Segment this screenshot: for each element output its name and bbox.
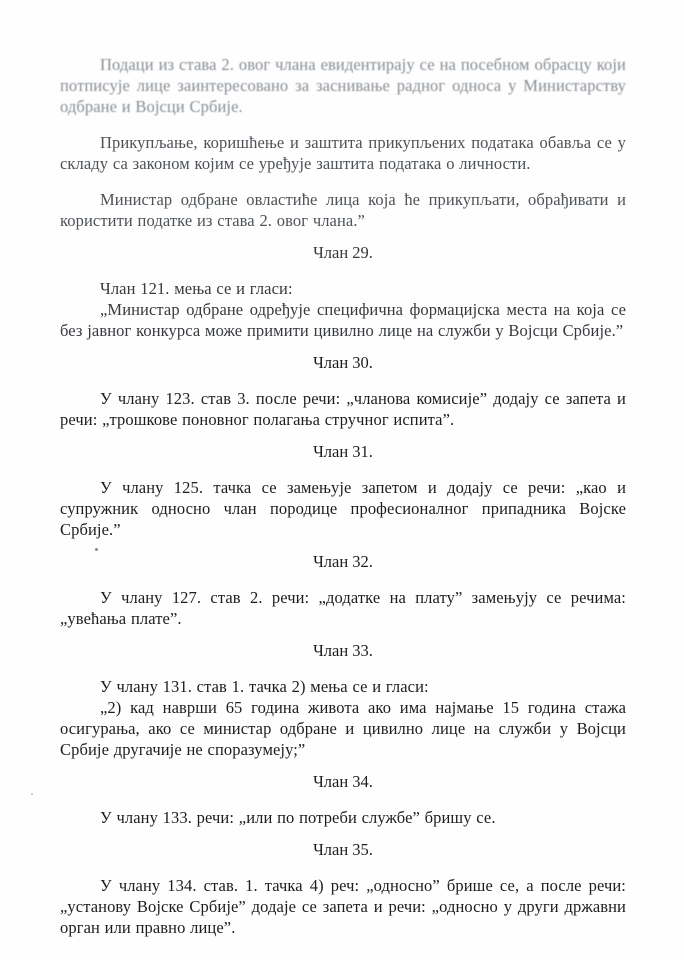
scan-speck-icon bbox=[95, 548, 98, 551]
article-paragraph: „Министар одбране одређује специфична формацијска места на која се без јавног конкурса може примити цивилно лице на служби у Војсци Србије.” bbox=[60, 300, 626, 340]
article-paragraph: У члану 131. став 1. тачка 2) мења се и гласи: bbox=[100, 677, 429, 696]
article-paragraph: У члану 133. речи: „или по потреби службе” бришу се. bbox=[100, 808, 496, 827]
article-paragraph: Члан 121. мења се и гласи: bbox=[100, 279, 293, 298]
article-paragraph: У члану 125. тачка се замењује запетом и додају се речи: „као и супружник односно члан породице професионалног припадника Војске Србије.” bbox=[60, 478, 626, 539]
article-paragraph: У члану 134. став. 1. тачка 4) реч: „односно” брише се, а после речи: „установу Војске Србије” додаје се запета и речи: „односно у други државни орган или правно лице”. bbox=[60, 876, 626, 937]
article-heading: Члан 31. bbox=[313, 442, 373, 461]
article-heading: Члан 29. bbox=[313, 243, 373, 262]
article-heading: Члан 35. bbox=[313, 840, 373, 859]
article-heading: Члан 34. bbox=[313, 772, 373, 791]
article-paragraph: Министар одбране овластиће лица која ће прикупљати, обрађивати и користити податке из става 2. овог члана.” bbox=[60, 190, 626, 230]
article-paragraph: У члану 123. став 3. после речи: „чланова комисије” додају се запета и речи: „трошкове поновног полагања стручног испита”. bbox=[60, 389, 626, 429]
document-body bbox=[60, 54, 626, 938]
article-heading: Члан 32. bbox=[313, 552, 373, 571]
scan-speck-icon bbox=[31, 793, 33, 795]
article-paragraph: У члану 127. став 2. речи: „додатке на плату” замењују се речима: „увећања плате”. bbox=[60, 588, 626, 628]
article-paragraph: Прикупљање, коришћење и заштита прикупљених података обавља се у складу са законом којим се уређује заштита података о личности. bbox=[60, 133, 626, 173]
article-paragraph: Подаци из става 2. овог члана евидентирају се на посебном обрасцу који потписује лице заинтересовано за заснивање радног односа у Министарству одбране и Војсци Србије. bbox=[60, 55, 626, 116]
article-paragraph: „2) кад наврши 65 година живота ако има најмање 15 година стажа осигурања, ако се министар одбране и цивилно лице на служби у Војсци Србије другачије не споразумеју;” bbox=[60, 698, 626, 759]
article-heading: Члан 30. bbox=[313, 353, 373, 372]
article-heading: Члан 33. bbox=[313, 641, 373, 660]
